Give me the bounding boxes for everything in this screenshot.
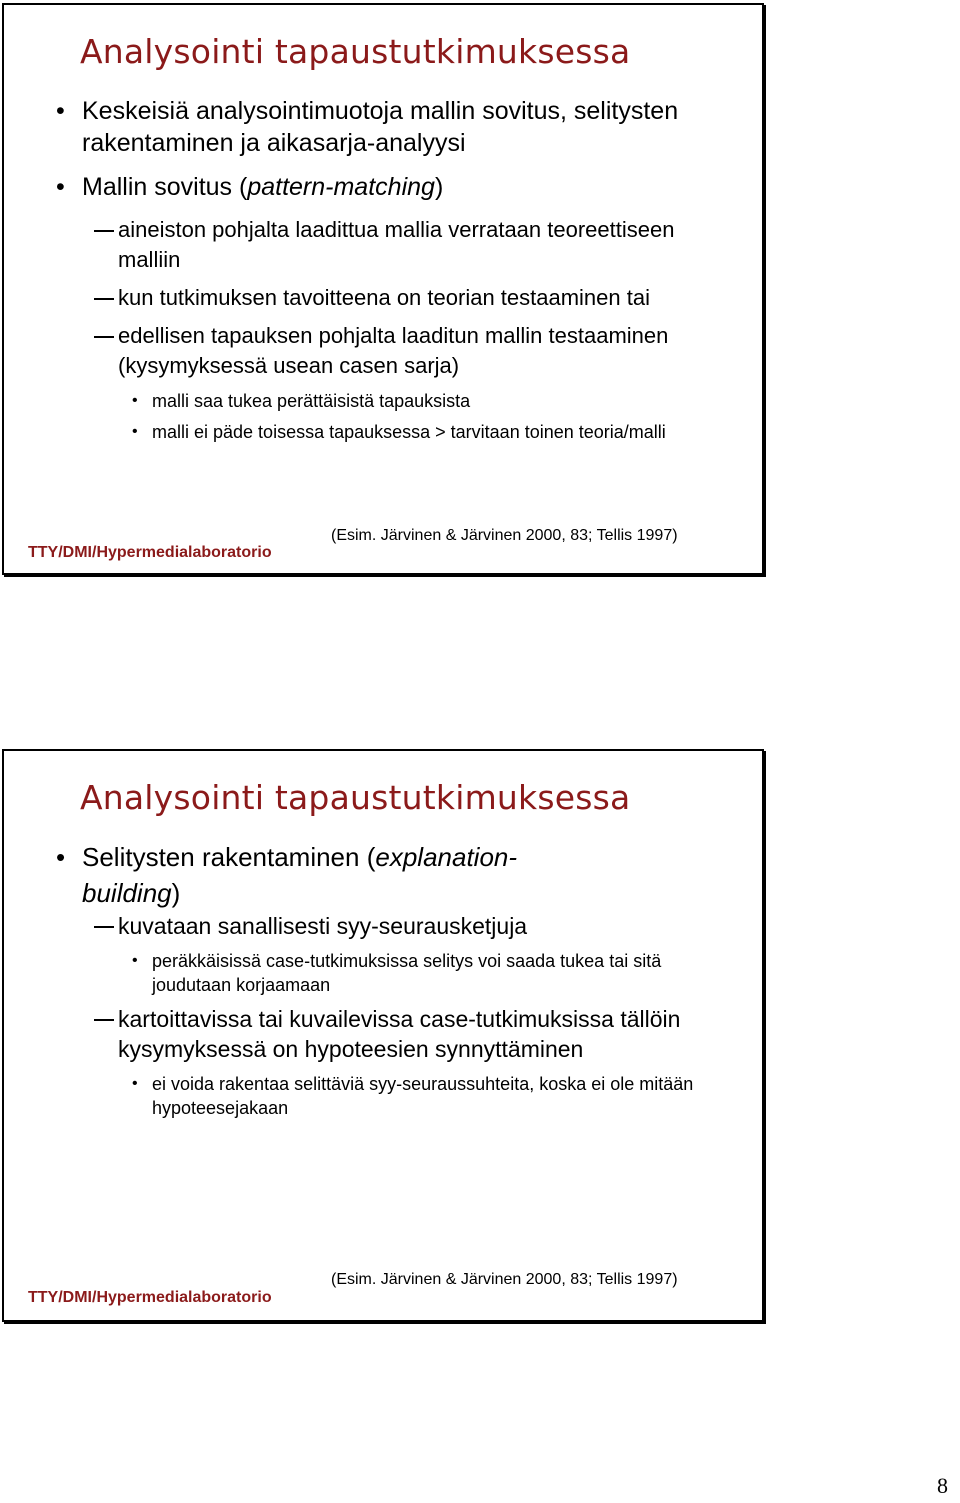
- sub-item: [52, 283, 722, 313]
- sub-text: kun tutkimuksen tavoitteena on teorian testaaminen tai: [118, 285, 650, 310]
- slide-content-sub: [52, 911, 722, 1127]
- subsub-item: [52, 420, 722, 444]
- bullet-item: [52, 839, 592, 911]
- bullet-icon: •: [56, 842, 66, 872]
- sub-item: [52, 911, 722, 941]
- footer-lab: TTY/DMI/Hypermedialaboratorio: [28, 544, 272, 561]
- dash-icon: [94, 336, 114, 338]
- sub-text: kuvataan sanallisesti syy-seurausketjuja: [118, 913, 528, 939]
- sub-text: edellisen tapauksen pohjalta laaditun mallin testaaminen (kysymyksessä usean casen sarja): [118, 323, 669, 378]
- page-number: 8: [937, 1473, 948, 1498]
- dash-icon: [94, 230, 114, 232]
- slide-2: [2, 749, 764, 1322]
- bullet-text-italic: pattern-matching: [247, 173, 435, 201]
- bullet-icon: •: [56, 173, 65, 201]
- citation: (Esim. Järvinen & Järvinen 2000, 83; Tellis 1997): [331, 1271, 678, 1288]
- footer-lab: TTY/DMI/Hypermedialaboratorio: [28, 1289, 272, 1306]
- slide-1: [2, 3, 764, 575]
- bullet-text-pre: Mallin sovitus (: [82, 173, 248, 201]
- subsub-text: malli ei päde toisessa tapauksessa > tarvitaan toinen teoria/malli: [152, 422, 666, 442]
- subsub-text: peräkkäisissä case-tutkimuksissa selitys voi saada tukea tai sitä joudutaan korjaamaan: [152, 951, 662, 995]
- dash-icon: [94, 926, 114, 928]
- sub-item: [52, 321, 722, 381]
- bullet-text-post: ): [171, 878, 181, 908]
- slide-content: [52, 95, 722, 451]
- bullet-icon: •: [56, 97, 65, 125]
- subsub-item: [52, 949, 722, 997]
- subsub-text: ei voida rakentaa selittäviä syy-seuraussuhteita, koska ei ole mitään hypoteesejakaan: [152, 1074, 694, 1118]
- sub-item: [52, 215, 722, 275]
- subsub-text: malli saa tukea perättäisistä tapauksista: [152, 391, 471, 411]
- sub-text: kartoittavissa tai kuvailevissa case-tutkimuksissa tällöin kysymyksessä on hypoteesien synnyttäminen: [118, 1006, 681, 1062]
- sub-item: [52, 1004, 722, 1064]
- sub-text: aineiston pohjalta laadittua mallia verrataan teoreettiseen malliin: [118, 217, 675, 272]
- dash-icon: [94, 298, 114, 300]
- bullet-text-pre: Selitysten rakentaminen (: [82, 842, 376, 872]
- citation: (Esim. Järvinen & Järvinen 2000, 83; Tellis 1997): [331, 527, 678, 544]
- bullet-icon: •: [132, 392, 138, 409]
- bullet-icon: •: [132, 423, 138, 440]
- subsub-item: [52, 389, 722, 413]
- bullet-item: [52, 171, 722, 203]
- bullet-text-italic: explanation-building: [82, 842, 518, 908]
- bullet-text-post: ): [434, 173, 444, 201]
- bullet-icon: •: [132, 1075, 138, 1092]
- dash-icon: [94, 1019, 114, 1021]
- bullet-item: [52, 95, 722, 159]
- bullet-icon: •: [132, 952, 138, 969]
- subsub-item: [52, 1072, 722, 1120]
- slide-title: Analysointi tapaustutkimuksessa: [80, 778, 631, 817]
- bullet-text: Keskeisiä analysointimuotoja mallin sovitus, selitysten rakentaminen ja aikasarja-analyysi: [82, 97, 679, 157]
- slide-title: Analysointi tapaustutkimuksessa: [80, 32, 631, 71]
